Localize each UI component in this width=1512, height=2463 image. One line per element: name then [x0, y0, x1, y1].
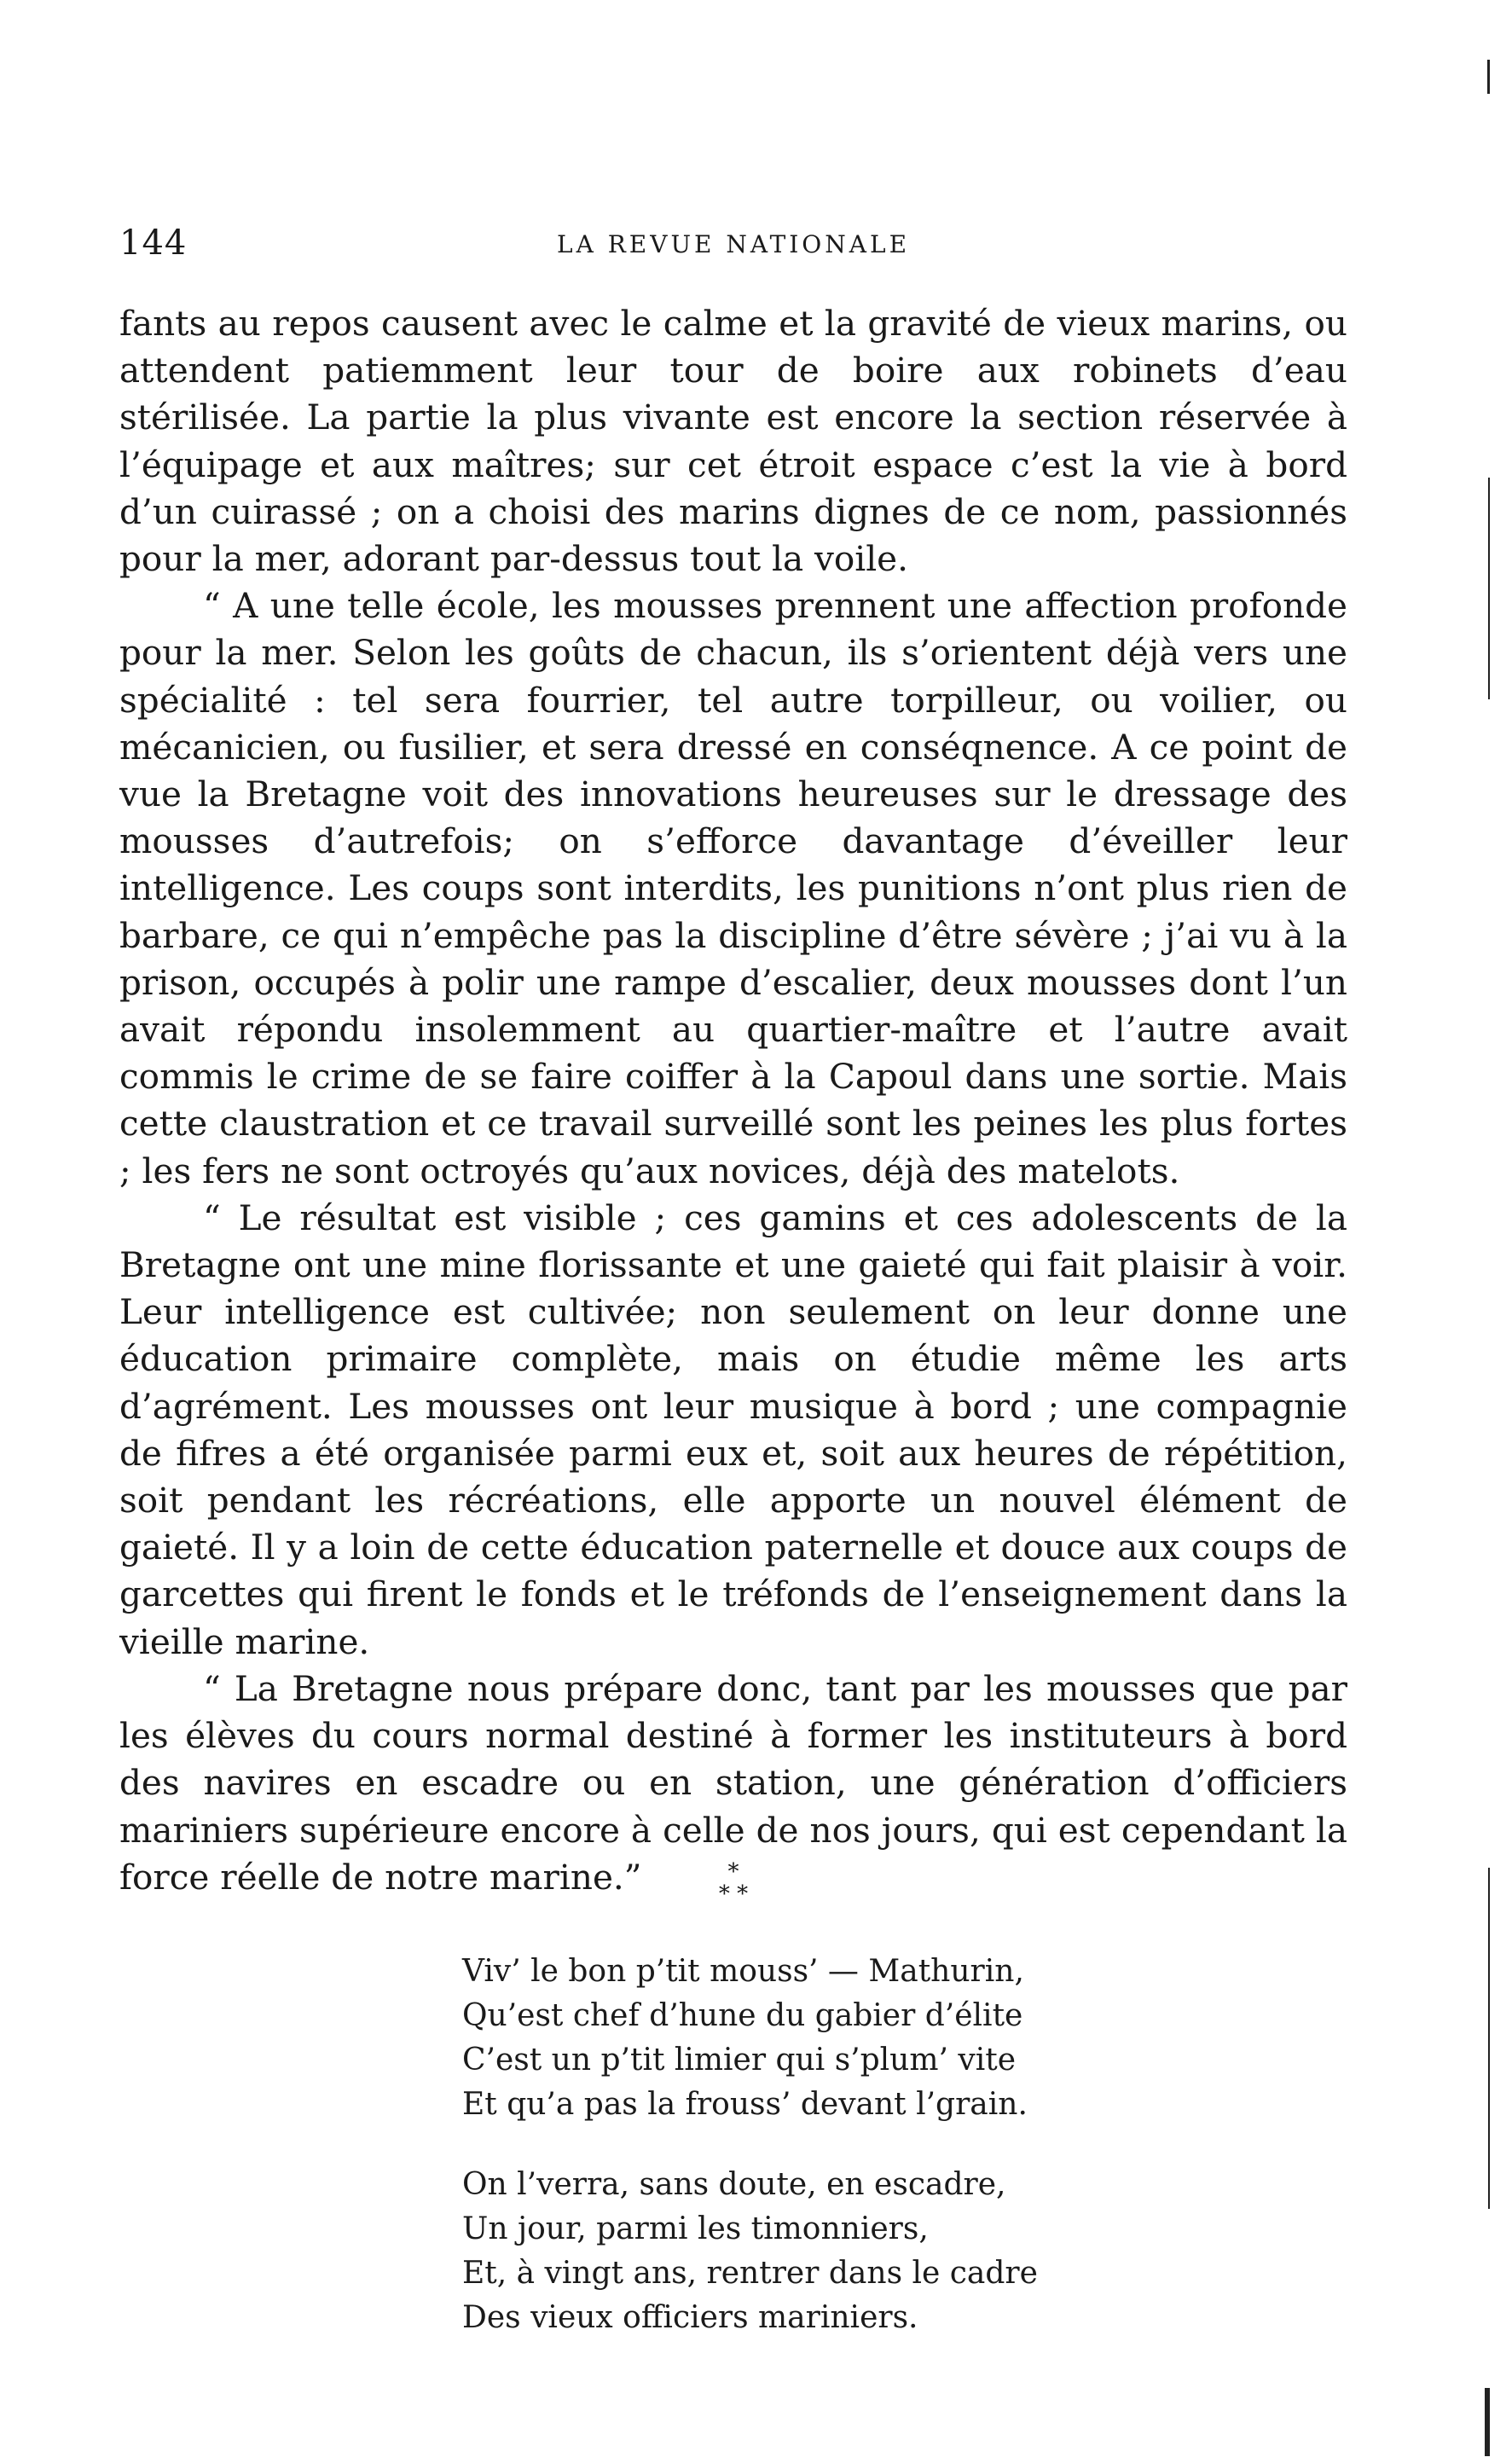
verse-line: Et, à vingt ans, rentrer dans le cadre [462, 2256, 1038, 2291]
paragraph: “ La Bretagne nous prépare donc, tant par les mousses que par les élèves du cours normal destiné à former les instituteurs à bord des navires en escadre ou en station, une génération d’officiers mariniers supérieure encore à celle de nos jours, qui est cependant la force réelle de notre marine.” [119, 1667, 1347, 1898]
verse-line: On l’verra, sans doute, en escadre, [462, 2167, 1006, 2202]
verse-line: Un jour, parmi les timonniers, [462, 2211, 929, 2246]
page-number: 144 [119, 223, 188, 263]
running-head: LA REVUE NATIONALE [556, 230, 911, 258]
asterism-top: * [727, 1859, 739, 1885]
scan-edge-mark [1485, 2388, 1490, 2456]
asterism-separator [682, 1861, 785, 1905]
paragraph: “ Le résultat est visible ; ces gamins et ces adolescents de la Bretagne ont une mine florissante et une gaieté qui fait plaisir à voir. Leur intelligence est cultivée; non seulement on leur donne une éducation primaire complète, mais on étudie même les arts d’agrément. Les mousses ont leur musique à bord ; une compagnie de fifres a été organisée parmi eux et, soit aux heures de répétition, soit pendant les récréations, elle apporte un nouvel élément de gaieté. Il y a loin de cette éducation paternelle et douce aux coups de garcettes qui firent le fonds et le tréfonds de l’enseignement dans la vieille marine. [119, 1197, 1347, 1662]
paragraph: fants au repos causent avec le calme et la gravité de vieux marins, ou attendent patiemment leur tour de boire aux robinets d’eau stérilisée. La partie la plus vivante est encore la section réservée à l’équipage et aux maîtres; sur cet étroit espace c’est la vie à bord d’un cuirassé ; on a choisi des marins dignes de ce nom, passionnés pour la mer, adorant par-dessus tout la voile. [119, 303, 1347, 580]
paragraph: “ A une telle école, les mousses prennent une affection profonde pour la mer. Selon les goûts de chacun, ils s’orientent déjà vers une spécialité : tel sera fourrier, tel autre torpilleur, ou voilier, ou mécanicien, ou fusilier, et sera dressé en conséqnence. A ce point de vue la Bretagne voit des innovations heureuses sur le dressage des mousses d’autrefois; on s’efforce davantage d’éveiller leur intelligence. Les coups sont interdits, les punitions n’ont plus rien de barbare, ce qui n’empêche pas la discipline d’être sévère ; j’ai vu à la prison, occupés à polir une rampe d’escalier, deux mousses dont l’un avait répondu insolemment au quartier-maître et l’autre avait commis le crime de se faire coiffer à la Capoul dans une sortie. Mais cette claustration et ce travail surveillé sont les peines les plus fortes ; les fers ne sont octroyés qu’aux novices, déjà des matelots. [119, 585, 1347, 1191]
poem [462, 1950, 1230, 2376]
verse-line: Et qu’a pas la frouss’ devant l’grain. [462, 2087, 1028, 2122]
stanza [462, 2163, 1230, 2340]
scan-edge-mark [1488, 478, 1490, 699]
verse-line: C’est un p’tit limier qui s’plum’ vite [462, 2043, 1017, 2078]
page-header [119, 223, 1347, 275]
stanza [462, 1950, 1230, 2127]
verse-line: Viv’ le bon p’tit mouss’ — Mathurin, [462, 1954, 1024, 1989]
verse-line: Qu’est chef d’hune du gabier d’élite [462, 1998, 1023, 2033]
asterism-bottom: * * [718, 1881, 749, 1907]
verse-line: Des vieux officiers mariniers. [462, 2300, 918, 2335]
scan-edge-mark [1487, 60, 1490, 94]
body-text [119, 300, 1347, 1901]
scan-edge-mark [1488, 1868, 1490, 2209]
